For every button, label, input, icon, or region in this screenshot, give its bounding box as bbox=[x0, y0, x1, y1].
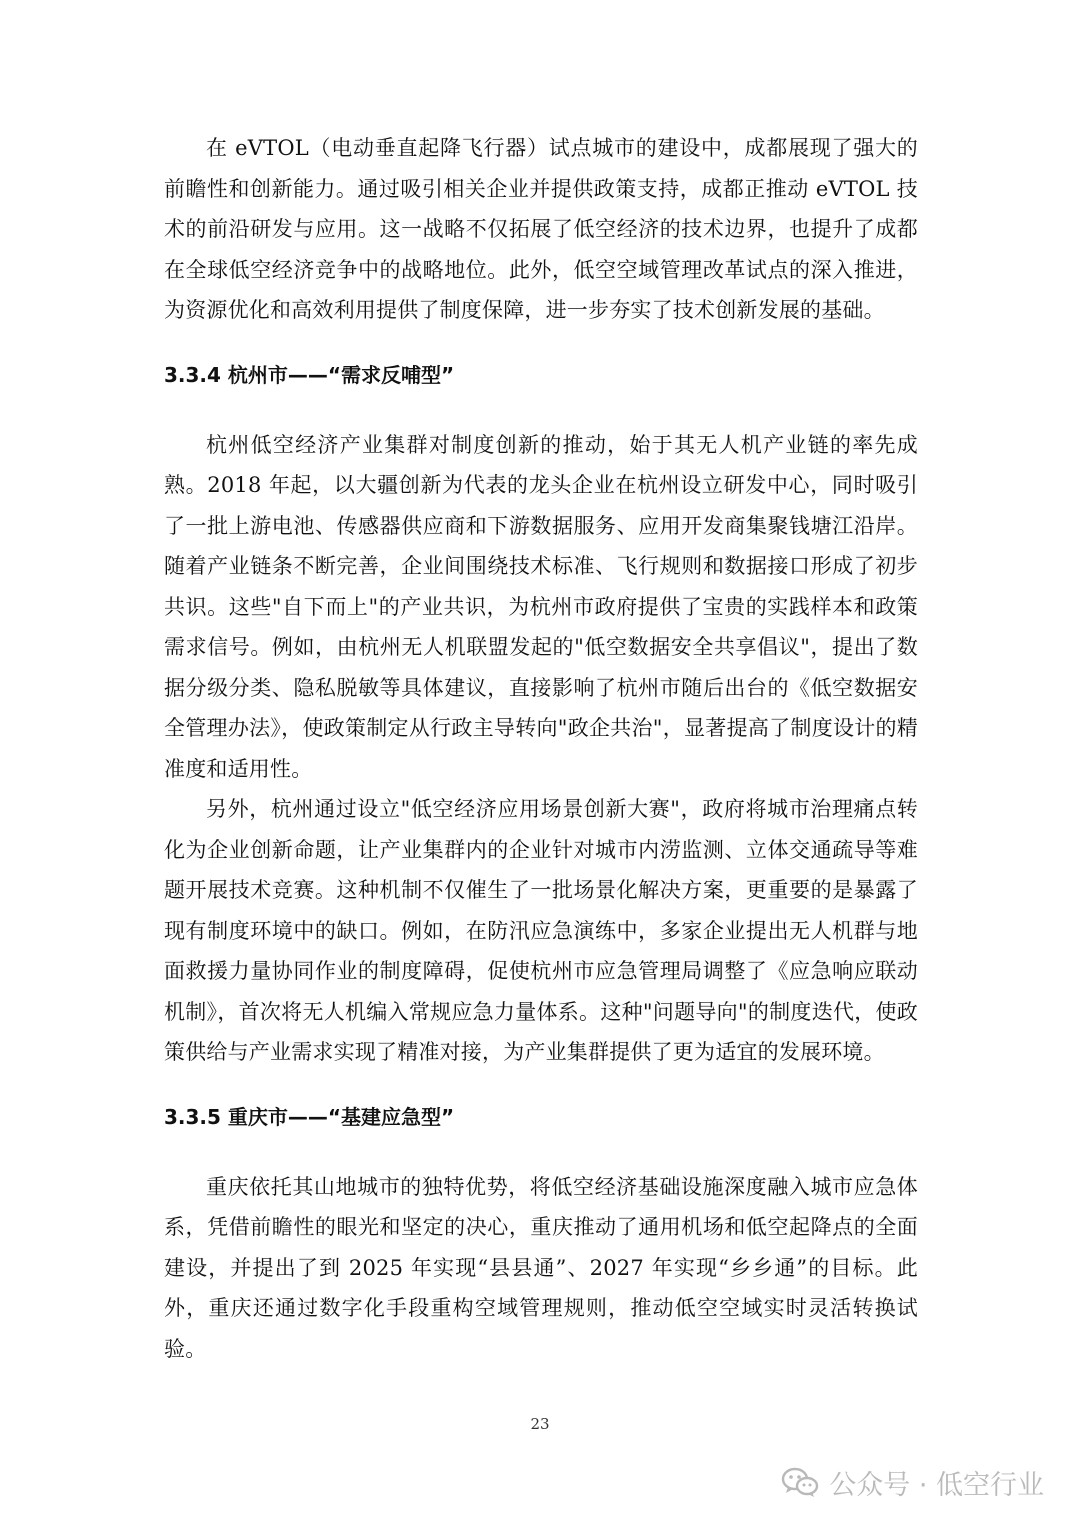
section-heading-chongqing: 3.3.5 重庆市——“基建应急型” bbox=[164, 1104, 455, 1129]
section-heading-hangzhou: 3.3.4 杭州市——“需求反哺型” bbox=[164, 362, 455, 387]
paragraph-chongqing-1: 重庆依托其山地城市的独特优势，将低空经济基础设施深度融入城市应急体系，凭借前瞻性的眼光和坚定的决心，重庆推动了通用机场和低空起降点的全面建设，并提出了到 2025 年实现“县县通”、2027 年实现“乡乡通”的目标。此外，重庆还通过数字化手段重构空域管理规则，推动低空空域实时灵活转换试验。 bbox=[164, 1174, 918, 1361]
wechat-icon bbox=[781, 1466, 819, 1498]
paragraph-hangzhou-1: 杭州低空经济产业集群对制度创新的推动，始于其无人机产业链的率先成熟。2018 年起，以大疆创新为代表的龙头企业在杭州设立研发中心，同时吸引了一批上游电池、传感器供应商和下游数据服务、应用开发商集聚钱塘江沿岸。随着产业链条不断完善，企业间围绕技术标准、飞行规则和数据接口形成了初步共识。这些"自下而上"的产业共识，为杭州市政府提供了宝贵的实践样本和政策需求信号。例如，由杭州无人机联盟发起的"低空数据安全共享倡议"，提出了数据分级分类、隐私脱敏等具体建议，直接影响了杭州市随后出台的《低空数据安全管理办法》，使政策制定从行政主导转向"政企共治"，显著提高了制度设计的精准度和适用性。 bbox=[164, 432, 918, 781]
paragraph-hangzhou-2: 另外，杭州通过设立"低空经济应用场景创新大赛"，政府将城市治理痛点转化为企业创新命题，让产业集群内的企业针对城市内涝监测、立体交通疏导等难题开展技术竞赛。这种机制不仅催生了一批场景化解决方案，更重要的是暴露了现有制度环境中的缺口。例如，在防汛应急演练中，多家企业提出无人机群与地面救援力量协同作业的制度障碍，促使杭州市应急管理局调整了《应急响应联动机制》，首次将无人机编入常规应急力量体系。这种"问题导向"的制度迭代，使政策供给与产业需求实现了精准对接，为产业集群提供了更为适宜的发展环境。 bbox=[164, 797, 918, 1064]
paragraph-chengdu-evtol: 在 eVTOL（电动垂直起降飞行器）试点城市的建设中，成都展现了强大的前瞻性和创新能力。通过吸引相关企业并提供政策支持，成都正推动 eVTOL 技术的前沿研发与应用。这一战略不仅拓展了低空经济的技术边界，也提升了成都在全球低空经济竞争中的战略地位。此外，低空空域管理改革试点的深入推进，为资源优化和高效利用提供了制度保障，进一步夯实了技术创新发展的基础。 bbox=[164, 136, 918, 322]
page-content bbox=[164, 128, 918, 1369]
watermark bbox=[781, 1462, 1044, 1502]
page-number: 23 bbox=[530, 1415, 550, 1433]
watermark-text: 公众号 · 低空行业 bbox=[829, 1469, 1044, 1501]
